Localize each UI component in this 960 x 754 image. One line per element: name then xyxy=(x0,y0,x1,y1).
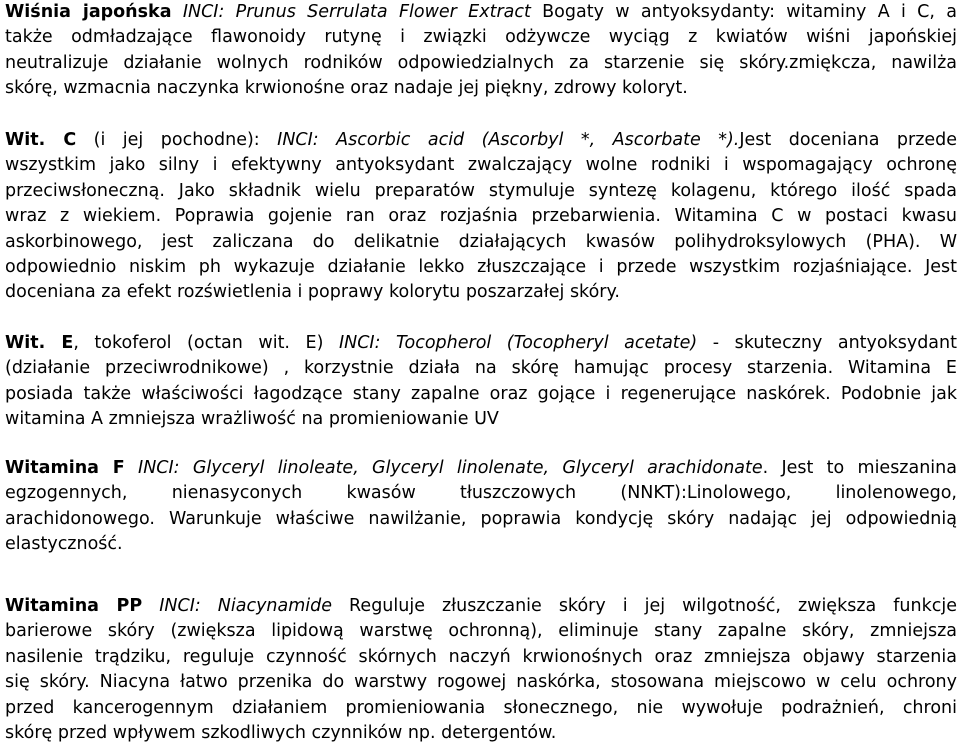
text-line xyxy=(5,331,957,356)
text-line xyxy=(5,356,957,381)
text-line xyxy=(5,382,957,407)
text-run: Bogaty w antyoksydanty: witaminy A i C, a xyxy=(530,2,957,22)
text-line xyxy=(5,179,957,204)
text-line xyxy=(5,696,957,721)
text-run: Reguluje złuszczanie skóry i jej wilgotność, zwiększa funkcje xyxy=(332,596,957,616)
text-run: elastyczność. xyxy=(5,534,123,555)
text-line xyxy=(5,507,957,532)
inci-name: INCI: Niacynamide xyxy=(159,596,333,616)
text-run: odpowiednio niskim ph wykazuje działanie lekko złuszczające i przede wszystkim rozjaśniające. Jest xyxy=(5,257,957,277)
text-run: . Jest to mieszanina xyxy=(762,458,957,478)
text-run: Jest doceniana przede xyxy=(739,130,958,150)
text-run: przed kancerogennym działaniem promieniowania słonecznego, nie wywołuje podrażnień, chroni xyxy=(5,697,957,718)
text-run: nasilenie trądziku, reguluje czynność skórnych naczyń krwionośnych oraz zmniejsza objawy starzenia xyxy=(5,646,957,667)
text-run: także odmładzające flawonoidy rutynę i związki odżywcze wyciąg z kwiatów wiśni japońskiej xyxy=(5,27,957,48)
text-line xyxy=(5,128,957,153)
text-run xyxy=(125,458,138,478)
text-line xyxy=(5,255,957,280)
text-line xyxy=(5,76,957,101)
heading-term: Witamina F xyxy=(5,458,125,478)
text-run: witamina A zmniejsza wrażliwość na promieniowanie UV xyxy=(5,409,499,430)
text-line xyxy=(5,721,957,746)
text-run: askorbinowego, jest zaliczana do delikatnie działających kwasów polihydroksylowych (PHA). W xyxy=(5,231,957,252)
heading-term: Witamina PP xyxy=(5,596,143,616)
text-line xyxy=(5,153,957,178)
text-line xyxy=(5,619,957,644)
text-run: - skuteczny antyoksydant xyxy=(697,333,957,353)
text-run: wszystkim jako silny i efektywny antyoksydant zwalczający wolne rodniki i wspomagający ochronę xyxy=(5,155,957,176)
text-run: skórę przed wpływem szkodliwych czynników np. detergentów. xyxy=(5,723,557,743)
text-run: barierowe skóry (zwiększa lipidową warstwę ochronną), eliminuje stany zapalne skóry, zmniejsza xyxy=(5,621,957,642)
heading-term: Wiśnia japońska xyxy=(5,2,172,22)
inci-name: INCI: Glyceryl linoleate, Glyceryl linolenate, Glyceryl arachidonate xyxy=(138,458,763,478)
text-run: egzogennych, nienasyconych kwasów tłuszczowych (NNKT):Linolowego, linolenowego, xyxy=(5,483,957,504)
text-line xyxy=(5,280,957,305)
text-run: arachidonowego. Warunkuje właściwe nawilżanie, poprawia kondycję skóry nadając jej odpowiednią xyxy=(5,508,957,529)
text-run: przeciwsłoneczną. Jako składnik wielu preparatów stymuluje syntezę kolagenu, którego ilość spada xyxy=(5,180,957,201)
text-line xyxy=(5,594,957,619)
text-line xyxy=(5,51,957,76)
text-run: neutralizuje działanie wolnych rodników odpowiedzialnych za starzenie się skóry.zmiękcza, nawilża xyxy=(5,52,957,73)
text-run: (działanie przeciwrodnikowe) , korzystnie działa na skórę hamując procesy starzenia. Witamina E xyxy=(5,358,957,379)
text-line xyxy=(5,645,957,670)
text-run: (i jej pochodne): xyxy=(76,130,278,150)
inci-name: INCI: Tocopherol (Tocopheryl acetate) xyxy=(338,333,698,353)
text-line xyxy=(5,407,957,432)
text-run xyxy=(142,596,159,616)
heading-term: Wit. C xyxy=(5,130,77,150)
text-line xyxy=(5,456,957,481)
text-run: posiada także właściwości łagodzące stany zapalne oraz gojące i regenerujące naskórek. Podobnie jak xyxy=(5,383,957,404)
inci-name: INCI: Ascorbic acid (Ascorbyl *, Ascorbate *). xyxy=(277,130,740,150)
text-line xyxy=(5,204,957,229)
text-line xyxy=(5,25,957,50)
text-run: wraz z wiekiem. Poprawia gojenie ran oraz rozjaśnia przebarwienia. Witamina C w postaci kwasu xyxy=(5,206,957,227)
heading-term: Wit. E xyxy=(5,333,74,353)
text-line xyxy=(5,670,957,695)
text-line xyxy=(5,230,957,255)
text-line xyxy=(5,532,957,557)
inci-name: INCI: Prunus Serrulata Flower Extract xyxy=(182,2,531,22)
text-run: doceniana za efekt rozświetlenia i poprawy kolorytu poszarzałej skóry. xyxy=(5,282,620,303)
text-run xyxy=(172,2,183,22)
text-run: , tokoferol (octan wit. E) xyxy=(73,333,339,353)
text-run: się skóry. Niacyna łatwo przenika do warstwy rogowej naskórka, stosowana miejscowo w celu ochrony xyxy=(5,672,957,693)
text-line xyxy=(5,0,957,25)
text-line xyxy=(5,481,957,506)
text-run: skórę, wzmacnia naczynka krwionośne oraz nadaje jej piękny, zdrowy koloryt. xyxy=(5,78,688,99)
